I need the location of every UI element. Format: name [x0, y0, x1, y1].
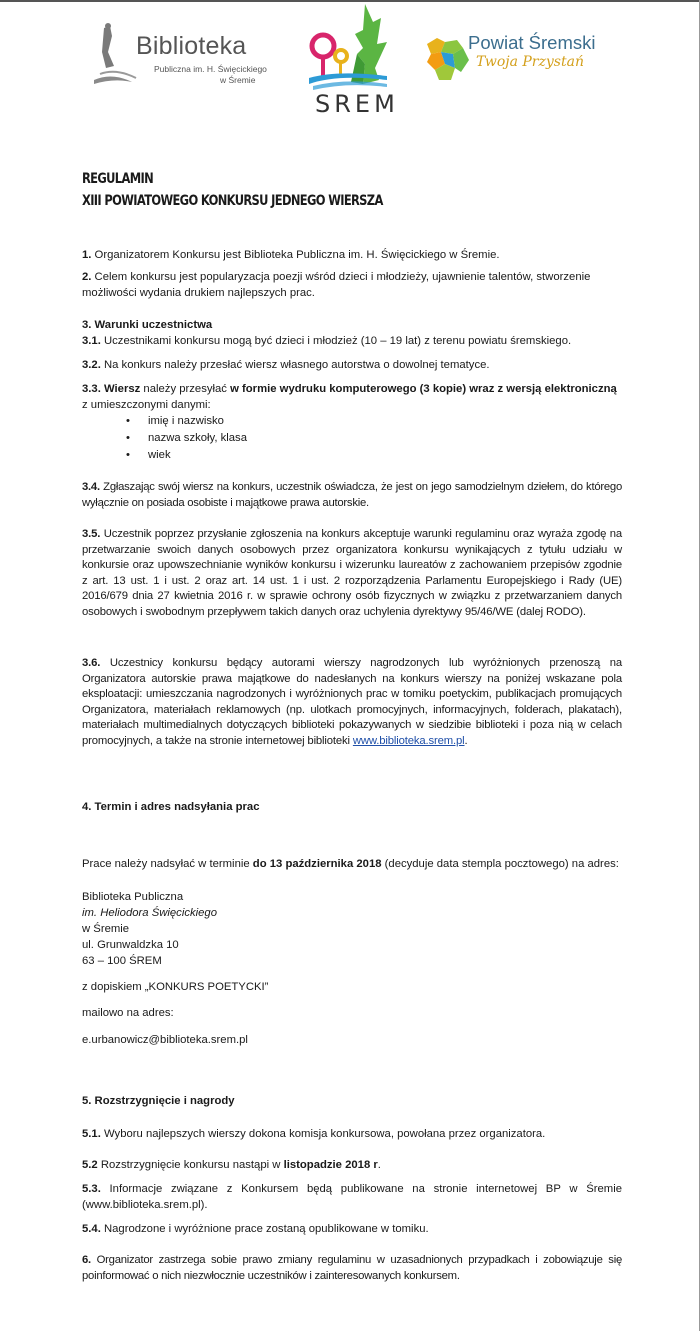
paragraph-5-4 [82, 1222, 622, 1238]
contact-email: e.urbanowicz@biblioteka.srem.pl [82, 1034, 248, 1046]
paragraph-6 [82, 1253, 622, 1284]
paragraph-3-5-text: Uczestnik poprzez przysłanie zgłoszenia na konkurs akceptuje warunki regulaminu oraz wyraża zgodę na przetwarzanie swoich danych osobowych przez organizatora konkursu wynikających z tytułu udziału w konkursie oraz upowszechnianie wyników konkursu i wizerunku laureatów z zachowaniem przepisów zgodnie z art. 13 ust. 1 i ust. 2 oraz art. 14 ust. 1 i ust. 2 rozporządzenia Parlamentu Europejskiego i Rady (UE) 2016/679 dnia 27 kwietnia 2016 r. w sprawie ochrony osób fizycznych w związku z przetwarzaniem danych osobowych i swobodnym przepływem takich danych oraz uchylenia dyrektywy 95/46/WE (dalej RODO). [82, 528, 622, 618]
list-item: • wiek [148, 448, 171, 464]
paragraph-1-number: 1. [82, 249, 92, 261]
powiat-logo [423, 32, 596, 92]
paragraph-3-3 [82, 382, 622, 413]
paragraph-5-2-text: Rozstrzygnięcie konkursu nastąpi w [97, 1159, 284, 1171]
srem-logo-text: SREM [315, 90, 399, 118]
paragraph-5-1-text: Wyboru najlepszych wierszy dokona komisja konkursowa, powołana przez organizatora. [100, 1128, 546, 1140]
section-3-heading-text: 3. Warunki uczestnictwa [82, 319, 213, 331]
paragraph-5-4-number: 5.4. [82, 1223, 101, 1235]
srem-emblem-icon [307, 4, 389, 94]
paragraph-3-3-after: z umieszczonymi danymi: [82, 398, 211, 411]
paragraph-3-3-bold-2: w formie wydruku komputerowego (3 kopie) wraz z wersją elektroniczną [230, 383, 617, 395]
srem-logo [307, 4, 399, 126]
paragraph-2-text: Celem konkursu jest popularyzacja poezji wśród dzieci i młodzieży, ujawnienie talentów, stworzenie możliwości wydania drukiem najlepszych prac. [82, 271, 591, 299]
paragraph-5-1 [82, 1127, 622, 1143]
header-logos [0, 4, 700, 126]
list-item: • nazwa szkoły, klasa [148, 431, 247, 447]
paragraph-3-1 [82, 334, 622, 350]
document-title-line-2: XIII POWIATOWEGO KONKURSU JEDNEGO WIERSZA [82, 193, 383, 209]
paragraph-3-4-number: 3.4. [82, 481, 100, 493]
email-intro: mailowo na adres: [82, 1007, 174, 1019]
paragraph-3-1-text: Uczestnikami konkursu mogą być dzieci i młodzież (10 – 19 lat) z terenu powiatu śremskiego. [100, 335, 572, 347]
paragraph-5-4-text: Nagrodzone i wyróżnione prace zostaną opublikowane w tomiku. [100, 1223, 429, 1235]
section-5-heading-text: 5. Rozstrzygnięcie i nagrody [82, 1095, 235, 1107]
paragraph-5-2-end: . [377, 1159, 381, 1171]
paragraph-2-number: 2. [82, 271, 92, 283]
paragraph-3-3-mid: należy przesyłać [140, 383, 231, 395]
paragraph-3-6-end: . [464, 734, 468, 747]
paragraph-5-3-text: Informacje związane z Konkursem będą publikowane na stronie internetowej BP w Śremie (www.biblioteka.srem.pl). [82, 1183, 622, 1211]
paragraph-3-1-number: 3.1. [82, 335, 101, 347]
paragraph-3-6-text: Uczestnicy konkursu będący autorami wierszy nagrodzonych lub wyróżnionych przenoszą na Organizatora autorskie prawa majątkowe do nadesłanych na konkurs wierszy na poniżej wskazane pola eksploatacji: umieszczania nagrodzonych i wyróżnionych prac w tomiku poetyckim, publikacjach promujących Organizatora, materiałach reklamowych (np. ulotkach promocyjnych, informacyjnych, folderach, plakatach), materiałach multimedialnych dotyczących biblioteki pokazywanych w siedzibie biblioteki i poza nią w celach promocyjnych, a także na stronie internetowej biblioteki [82, 657, 622, 747]
address-block [82, 889, 622, 969]
page-top-border [0, 0, 700, 2]
biblioteka-logo-subtitle: Publiczna im. H. Święcickiego [154, 64, 267, 74]
paragraph-5-2-date: listopadzie 2018 r [283, 1159, 378, 1171]
address-line: Biblioteka Publiczna [82, 891, 184, 903]
paragraph-4 [82, 857, 622, 873]
paragraph-5-1-number: 5.1. [82, 1128, 101, 1140]
paragraph-3-3-number: 3.3. [82, 383, 101, 395]
biblioteka-website-link[interactable]: www.biblioteka.srem.pl [352, 734, 465, 747]
paragraph-3-6-number: 3.6. [82, 657, 101, 669]
document-title-line-1: REGULAMIN [82, 171, 154, 187]
paragraph-3-3-bold-1: Wiersz [100, 383, 141, 395]
biblioteka-logo-title: Biblioteka [136, 32, 247, 60]
paragraph-3-2-text: Na konkurs należy przesłać wiersz własnego autorstwa o dowolnej tematyce. [100, 359, 490, 371]
paragraph-6-number: 6. [82, 1254, 91, 1266]
paragraph-3-6 [82, 656, 622, 750]
paragraph-5-2 [82, 1158, 622, 1174]
section-5-heading [82, 1094, 622, 1110]
address-line: ul. Grunwaldzka 10 [82, 939, 179, 951]
section-4-heading-text: 4. Termin i adres nadsyłania prac [82, 801, 260, 813]
dopisek-note: z dopiskiem „KONKURS POETYCKI” [82, 981, 269, 993]
section-4-heading [82, 800, 622, 816]
paragraph-2 [82, 270, 622, 301]
powiat-logo-subtitle: Twoja Przystań [476, 54, 584, 70]
paragraph-1-text: Organizatorem Konkursu jest Biblioteka Publiczna im. H. Święcickiego w Śremie. [91, 249, 500, 261]
required-data-list [82, 414, 622, 462]
paragraph-1 [82, 248, 622, 264]
list-item: • imię i nazwisko [148, 414, 224, 430]
powiat-map-icon [423, 34, 471, 84]
powiat-logo-title: Powiat Śremski [468, 32, 596, 53]
biblioteka-logo-subtitle-2: w Śremie [220, 75, 256, 85]
paragraph-3-5-number: 3.5. [82, 528, 101, 540]
paragraph-4-post: (decyduje data stempla pocztowego) na adres: [381, 858, 619, 870]
paragraph-4-deadline: do 13 października 2018 [252, 858, 382, 870]
address-line: im. Heliodora Święcickiego [82, 907, 217, 919]
paragraph-6-text: Organizator zastrzega sobie prawo zmiany regulaminu w uzasadnionych przypadkach i zobowiązuje się poinformować o nich niezwłocznie uczestników i zainteresowanych konkursem. [82, 1254, 622, 1282]
biblioteka-logo [92, 22, 272, 92]
paragraph-5-3-number: 5.3. [82, 1183, 101, 1195]
paragraph-5-2-number: 5.2 [82, 1159, 98, 1171]
paragraph-5-3 [82, 1182, 622, 1213]
paragraph-3-2 [82, 358, 622, 374]
paragraph-3-5 [82, 527, 622, 621]
address-line: 63 – 100 ŚREM [82, 955, 162, 967]
paragraph-4-pre: Prace należy nadsyłać w terminie [82, 858, 253, 870]
paragraph-3-4-text: Zgłaszając swój wiersz na konkurs, uczestnik oświadcza, że jest on jego samodzielnym dziełem, do którego wyłącznie on posiada osobiste i majątkowe prawa autorskie. [82, 481, 622, 509]
section-3-heading [82, 318, 622, 334]
paragraph-3-2-number: 3.2. [82, 359, 101, 371]
paragraph-3-4 [82, 480, 622, 511]
address-line: w Śremie [82, 923, 130, 935]
